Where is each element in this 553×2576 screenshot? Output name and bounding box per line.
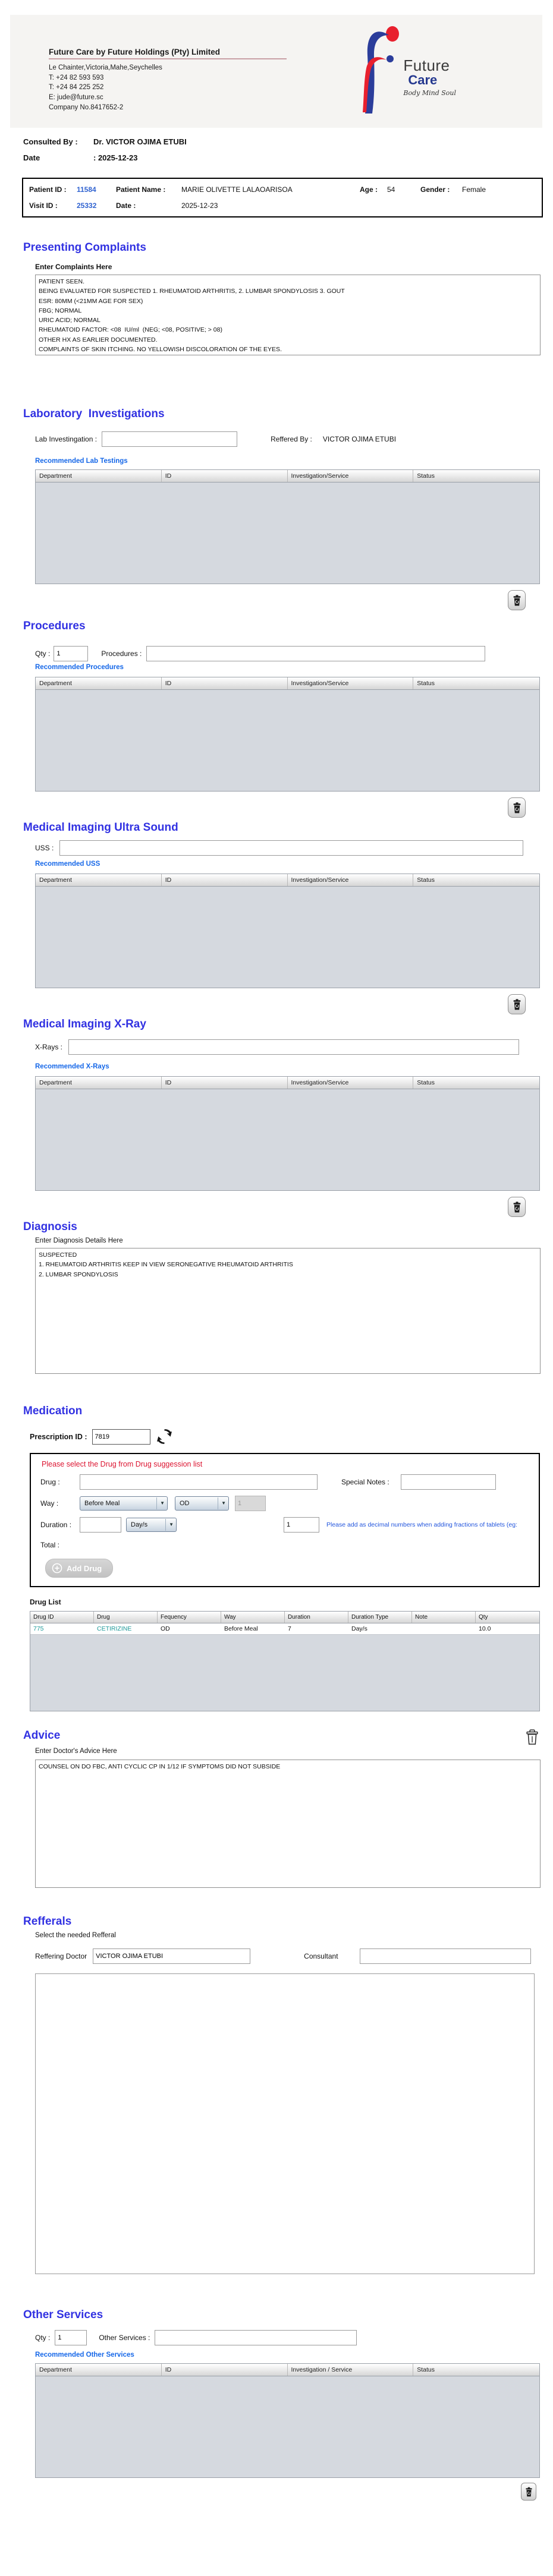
patient-name-value: MARIE OLIVETTE LALAOARISOA	[181, 185, 293, 194]
logo-wordmark	[403, 56, 456, 97]
xray-col-investigation: Investigation/Service	[288, 1077, 414, 1089]
section-title-laboratory: Laboratory Investigations	[23, 408, 165, 420]
consultant-label: Consultant	[304, 1952, 338, 1960]
duration-type-select[interactable]	[126, 1518, 177, 1532]
drug-table-body	[30, 1635, 539, 1711]
drug-label: Drug :	[40, 1478, 60, 1486]
procedures-col-status: Status	[417, 680, 435, 687]
uss-input[interactable]	[59, 840, 523, 856]
drug-col-frequency: Fequency	[158, 1612, 221, 1623]
company-name: Future Care by Future Holdings (Pty) Limited	[49, 48, 221, 56]
uss-col-investigation: Investigation/Service	[288, 874, 414, 886]
lab-col-id: ID	[162, 470, 288, 482]
medication-form-panel	[30, 1453, 540, 1587]
section-title-diagnosis: Diagnosis	[23, 1221, 77, 1233]
drug-cell-duration: 7	[288, 1625, 291, 1632]
xray-clear-button[interactable]	[508, 1197, 526, 1217]
visit-id-value: 25332	[77, 201, 97, 210]
section-title-referrals: Refferals	[23, 1915, 72, 1928]
company-email: E: jude@future.sc	[49, 94, 103, 102]
drug-cell-drug: CETIRIZINE	[97, 1625, 132, 1632]
fraction-input[interactable]	[284, 1517, 319, 1533]
xray-col-department: Department	[36, 1077, 162, 1089]
duration-type-value: Day/s	[131, 1521, 148, 1528]
prescription-id-input[interactable]	[92, 1429, 150, 1445]
logo-tagline: Body Mind Soul	[403, 89, 456, 97]
refresh-icon	[156, 1429, 172, 1445]
logo-word-care: Care	[408, 72, 438, 87]
drug-cell-frequency: OD	[161, 1625, 170, 1632]
drug-cell-qty: 10.0	[479, 1625, 491, 1632]
chevron-down-icon: ▼	[165, 1519, 174, 1531]
section-title-medication: Medication	[23, 1405, 83, 1417]
logo-swoosh-icon	[359, 26, 402, 115]
consult-date-value: : 2025-12-23	[93, 153, 138, 162]
patient-age-label: Age :	[360, 185, 378, 194]
fraction-note: Please add as decimal numbers when adding fractions of tablets (eg:	[326, 1521, 518, 1528]
drug-col-drug: Drug	[94, 1612, 158, 1623]
drug-col-note: Note	[412, 1612, 476, 1623]
section-title-ultrasound: Medical Imaging Ultra Sound	[23, 821, 178, 834]
drug-col-duration-type: Duration Type	[348, 1612, 412, 1623]
patient-age-value: 54	[387, 185, 395, 194]
trash-icon	[525, 2487, 533, 2497]
section-title-advice: Advice	[23, 1729, 61, 1742]
patient-id-label: Patient ID :	[29, 185, 67, 194]
frequency-select[interactable]	[175, 1496, 229, 1511]
uss-col-status: Status	[417, 876, 435, 884]
patient-gender-label: Gender :	[420, 185, 450, 194]
section-title-xray: Medical Imaging X-Ray	[23, 1018, 146, 1030]
other-clear-button[interactable]	[521, 2483, 536, 2501]
section-title-procedures: Procedures	[23, 620, 86, 632]
drug-cell-note	[412, 1623, 476, 1634]
duration-label: Duration :	[40, 1521, 72, 1529]
drug-list-label: Drug List	[30, 1598, 61, 1606]
meal-select-value: Before Meal	[84, 1500, 120, 1507]
prescription-refresh-button[interactable]	[156, 1429, 172, 1445]
other-qty-input[interactable]	[55, 2330, 87, 2345]
duration-input[interactable]	[80, 1517, 121, 1533]
referring-doctor-input[interactable]	[93, 1948, 250, 1964]
procedures-col-investigation: Investigation/Service	[288, 677, 414, 689]
drug-cell-way: Before Meal	[224, 1625, 258, 1632]
meal-select[interactable]	[80, 1496, 168, 1511]
recommended-uss-link: Recommended USS	[35, 860, 100, 868]
xrays-label: X-Rays :	[35, 1043, 63, 1051]
consulted-by-value: Dr. VICTOR OJIMA ETUBI	[93, 137, 187, 146]
referred-by-label: Reffered By :	[271, 435, 312, 443]
drug-cell-id: 775	[33, 1625, 44, 1632]
prescription-id-label: Prescription ID :	[30, 1432, 87, 1441]
lab-clear-button[interactable]	[508, 590, 526, 610]
referrals-subtitle: Select the needed Refferal	[35, 1932, 116, 1939]
uss-table-body	[36, 887, 539, 988]
advice-textarea[interactable]	[35, 1760, 541, 1888]
other-col-department: Department	[36, 2364, 162, 2376]
lab-table-body	[36, 483, 539, 584]
uss-label: USS :	[35, 844, 54, 852]
xrays-input[interactable]	[68, 1039, 519, 1055]
patient-name-label: Patient Name :	[116, 185, 166, 194]
company-address: Le Chainter,Victoria,Mahe,Seychelles	[49, 64, 162, 71]
diagnosis-textarea[interactable]	[35, 1248, 541, 1374]
procedures-clear-button[interactable]	[508, 797, 526, 818]
xray-table-body	[36, 1089, 539, 1190]
visit-date-value: 2025-12-23	[181, 201, 218, 210]
section-title-presenting-complaints: Presenting Complaints	[23, 241, 146, 254]
recommended-other-link: Recommended Other Services	[35, 2351, 134, 2359]
procedures-input[interactable]	[146, 646, 485, 661]
visit-id-label: Visit ID :	[29, 201, 58, 210]
other-qty-label: Qty :	[35, 2334, 51, 2342]
drug-input[interactable]	[80, 1474, 318, 1490]
referral-listbox[interactable]	[35, 1973, 535, 2274]
xray-table	[35, 1076, 540, 1191]
procedures-label: Procedures :	[101, 649, 142, 658]
drug-table	[30, 1611, 540, 1711]
company-header	[10, 15, 542, 128]
patient-id-value: 11584	[77, 185, 96, 194]
procedures-qty-input[interactable]	[54, 646, 88, 661]
other-col-status: Status	[417, 2366, 435, 2373]
trash-icon	[513, 802, 521, 814]
procedures-table	[35, 677, 540, 792]
xray-col-status: Status	[417, 1079, 435, 1086]
trash-outline-icon	[526, 1729, 539, 1745]
advice-label: Enter Doctor's Advice Here	[35, 1748, 117, 1755]
other-services-label: Other Services :	[99, 2334, 150, 2342]
lab-col-department: Department	[36, 470, 162, 482]
section-title-other-services: Other Services	[23, 2309, 103, 2321]
trash-icon	[513, 999, 521, 1010]
company-phone-2: T: +24 84 225 252	[49, 84, 104, 92]
other-table	[35, 2363, 540, 2478]
add-drug-button[interactable]	[45, 1559, 113, 1578]
uss-col-id: ID	[162, 874, 288, 886]
lab-investigation-input[interactable]	[102, 431, 237, 447]
complaints-textarea[interactable]	[35, 275, 541, 355]
drug-cell-duration-type: Day/s	[351, 1625, 367, 1632]
drug-col-qty: Qty	[479, 1614, 488, 1620]
referring-doctor-label: Reffering Doctor	[35, 1952, 87, 1960]
diagnosis-label: Enter Diagnosis Details Here	[35, 1237, 123, 1244]
drug-list-clear-button[interactable]	[526, 1729, 539, 1745]
chevron-down-icon: ▼	[218, 1497, 226, 1509]
procedures-col-id: ID	[162, 677, 288, 689]
special-notes-input[interactable]	[401, 1474, 496, 1490]
uss-table	[35, 874, 540, 988]
lab-col-status: Status	[417, 472, 435, 480]
logo-word-future: Future	[403, 56, 450, 74]
lab-table	[35, 469, 540, 584]
other-services-input[interactable]	[155, 2330, 357, 2345]
uss-clear-button[interactable]	[508, 994, 526, 1014]
patient-info-box	[22, 178, 543, 217]
company-name-underline	[49, 58, 287, 59]
consultation-block	[23, 137, 553, 162]
special-notes-label: Special Notes :	[341, 1478, 389, 1486]
drug-col-way: Way	[221, 1612, 285, 1623]
procedures-col-department: Department	[36, 677, 162, 689]
total-label: Total :	[40, 1541, 60, 1549]
company-logo	[359, 26, 456, 115]
chevron-down-icon: ▼	[156, 1497, 165, 1509]
complaints-label: Enter Complaints Here	[35, 263, 112, 271]
add-drug-label: Add Drug	[67, 1563, 102, 1573]
dose-input	[235, 1496, 266, 1511]
patient-gender-value: Female	[462, 185, 486, 194]
lab-col-investigation: Investigation/Service	[288, 470, 414, 482]
recommended-lab-link: Recommended Lab Testings	[35, 458, 128, 465]
drug-table-row[interactable]	[30, 1623, 539, 1635]
consult-date-label: Date	[23, 153, 40, 162]
consultant-input[interactable]	[360, 1948, 531, 1964]
other-col-investigation: Investigation / Service	[288, 2364, 414, 2376]
company-registration: Company No.8417652-2	[49, 103, 124, 111]
lab-investigation-label: Lab Investingation :	[35, 435, 98, 443]
drug-suggestion-warning: Please select the Drug from Drug suggession list	[42, 1460, 203, 1468]
procedures-qty-label: Qty :	[35, 649, 51, 658]
referred-by-value: VICTOR OJIMA ETUBI	[322, 435, 397, 443]
visit-date-label: Date :	[116, 201, 136, 210]
drug-col-duration: Duration	[285, 1612, 348, 1623]
consulted-by-label: Consulted By :	[23, 137, 78, 146]
other-col-id: ID	[162, 2364, 288, 2376]
trash-icon	[513, 1202, 521, 1213]
recommended-procedures-link: Recommended Procedures	[35, 664, 124, 671]
way-label: Way :	[40, 1499, 59, 1508]
procedures-table-body	[36, 690, 539, 791]
drug-col-id: Drug ID	[30, 1612, 94, 1623]
company-phone-1: T: +24 82 593 593	[49, 74, 104, 81]
uss-col-department: Department	[36, 874, 162, 886]
recommended-xrays-link: Recommended X-Rays	[35, 1063, 109, 1070]
xray-col-id: ID	[162, 1077, 288, 1089]
plus-icon	[52, 1563, 62, 1574]
trash-icon	[513, 595, 521, 606]
other-table-body	[36, 2376, 539, 2477]
frequency-select-value: OD	[180, 1500, 190, 1507]
